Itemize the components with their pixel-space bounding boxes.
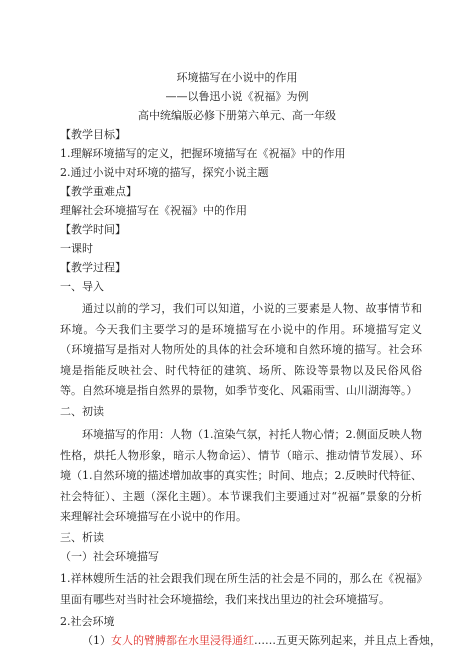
quote-line (82, 634, 474, 648)
step-reading-heading: 二、初读 (60, 405, 104, 418)
social-environment-label: 2.社会环境 (60, 615, 115, 628)
document-title: 环境描写在小说中的作用 (176, 71, 298, 84)
intro-paragraph: 通过以前的学习，我们可以知道，小说的三要素是人物、故事情节和环境。今天我们主要学习的是环境描写在小说中的作用。环境描写定义（环境描写是指对人物所处的具体的社会环境和自然环境的描写。社会环境是指能反映社会、时代特征的建筑、场所、陈设等景物以及民俗风俗等。自然环境是指自然界的景物，如季节变化、风霜雨雪、山川湖海等。） (60, 302, 422, 397)
step-analysis-heading: 三、析读 (60, 531, 104, 544)
quote-number: （1） (82, 634, 111, 647)
quote-continuation: ……五更天陈列起来，并且点上香烛， (254, 634, 441, 647)
step-intro-heading: 一、导入 (60, 280, 104, 293)
heading-key-points: 【教学重难点】 (60, 185, 137, 198)
analysis-paragraph: 1.祥林嫂所生活的社会跟我们现在所生活的社会是不同的，那么在《祝福》里面有哪些对当时社会环境描绘，我们来找出里边的社会环境描写。 (60, 572, 422, 606)
social-environment-subheading: （一）社会环境描写 (60, 550, 159, 563)
heading-teaching-process: 【教学过程】 (60, 261, 126, 274)
course-info: 高中统编版必修下册第六单元、高一年级 (138, 109, 336, 122)
goal-item-1: 1.理解环境描写的定义，把握环境描写在《祝福》中的作用 (60, 147, 346, 160)
goal-item-2: 2.通过小说中对环境的描写，探究小说主题 (60, 166, 269, 179)
key-points-text: 理解社会环境描写在《祝福》中的作用 (60, 204, 247, 217)
teaching-time-text: 一课时 (60, 242, 93, 255)
quote-highlight: 女人的臂膊都在水里浸得通红 (111, 634, 254, 647)
heading-goals: 【教学目标】 (60, 128, 126, 141)
reading-paragraph: 环境描写的作用：人物（1.渲染气氛，衬托人物心情；2.侧面反映人物性格，烘托人物形象，暗示人物命运）、情节（暗示、推动情节发展）、环境（1.自然环境的描述增加故事的真实性；时间、地点；2.反映时代特征、社会特征）、主题（深化主题）。本节课我们主要通过对“祝福”景象的分析来理解社会环境描写在小说中的作用。 (60, 428, 422, 523)
heading-teaching-time: 【教学时间】 (60, 223, 126, 236)
document-subtitle: ——以鲁迅小说《祝福》为例 (165, 90, 309, 103)
